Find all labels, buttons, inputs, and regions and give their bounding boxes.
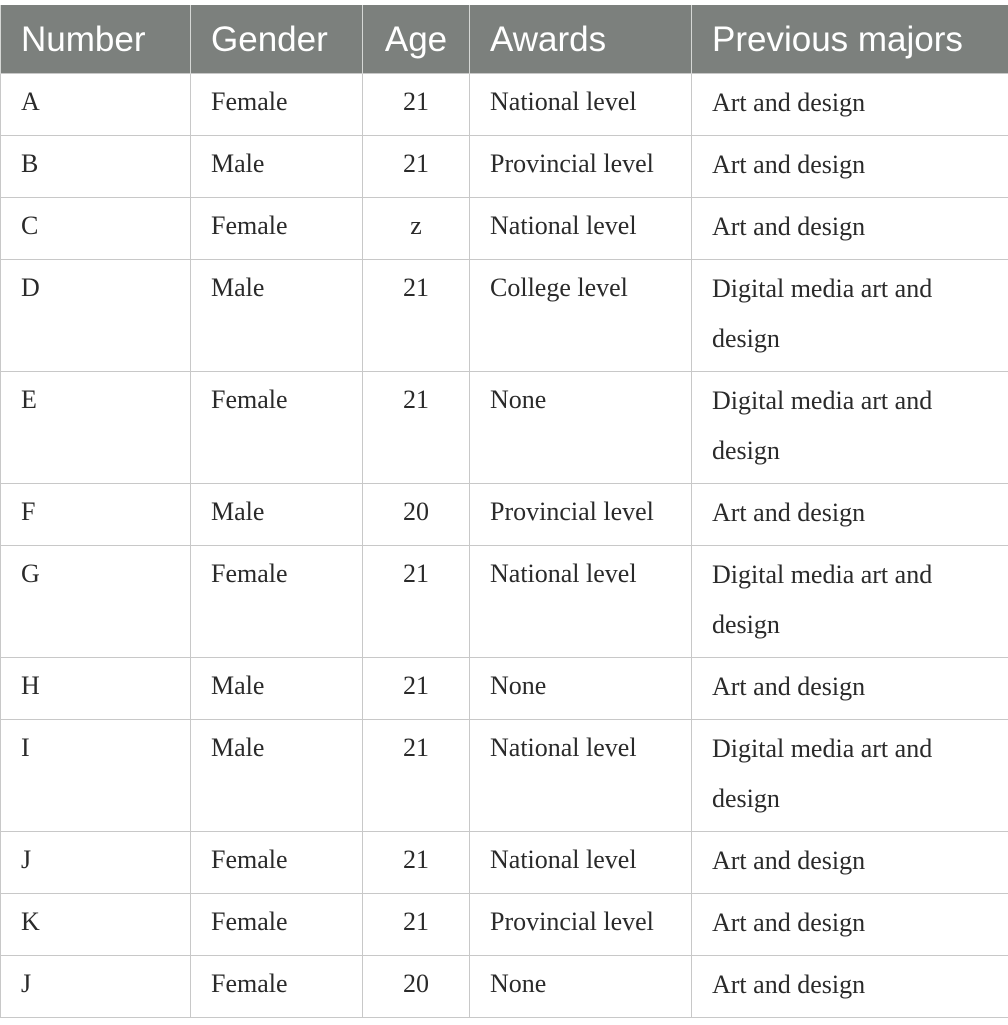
cell-gender: Female — [191, 894, 363, 956]
cell-awards: Provincial level — [470, 136, 692, 198]
cell-age: 21 — [363, 720, 470, 832]
table-row — [1, 484, 1008, 546]
table-row — [1, 546, 1008, 658]
cell-age: 21 — [363, 546, 470, 658]
cell-gender: Male — [191, 136, 363, 198]
cell-previous-majors: Art and design — [692, 136, 1008, 198]
cell-previous-majors: Digital media art and design — [692, 546, 1008, 658]
cell-age: 21 — [363, 260, 470, 372]
cell-previous-majors: Art and design — [692, 74, 1008, 136]
cell-awards: National level — [470, 832, 692, 894]
cell-number: K — [1, 894, 191, 956]
cell-previous-majors: Art and design — [692, 658, 1008, 720]
table-header — [1, 5, 1008, 74]
cell-age: 21 — [363, 372, 470, 484]
table-row — [1, 136, 1008, 198]
cell-number: A — [1, 74, 191, 136]
cell-previous-majors: Art and design — [692, 198, 1008, 260]
cell-gender: Female — [191, 956, 363, 1018]
header-awards: Awards — [470, 5, 692, 74]
cell-previous-majors: Art and design — [692, 894, 1008, 956]
cell-previous-majors: Art and design — [692, 956, 1008, 1018]
cell-previous-majors: Digital media art and design — [692, 720, 1008, 832]
cell-number: J — [1, 956, 191, 1018]
cell-age: z — [363, 198, 470, 260]
cell-awards: National level — [470, 720, 692, 832]
cell-age: 20 — [363, 484, 470, 546]
cell-age: 21 — [363, 832, 470, 894]
cell-awards: National level — [470, 198, 692, 260]
header-row — [1, 5, 1008, 74]
cell-gender: Female — [191, 198, 363, 260]
table-row — [1, 74, 1008, 136]
cell-number: E — [1, 372, 191, 484]
cell-awards: None — [470, 956, 692, 1018]
table-row — [1, 894, 1008, 956]
cell-previous-majors: Art and design — [692, 484, 1008, 546]
cell-age: 21 — [363, 658, 470, 720]
cell-gender: Female — [191, 372, 363, 484]
table-row — [1, 658, 1008, 720]
participants-table — [0, 5, 1008, 1018]
cell-age: 21 — [363, 74, 470, 136]
cell-awards: None — [470, 658, 692, 720]
cell-gender: Male — [191, 484, 363, 546]
header-previous-majors: Previous majors — [692, 5, 1008, 74]
table-row — [1, 832, 1008, 894]
cell-number: H — [1, 658, 191, 720]
cell-age: 21 — [363, 894, 470, 956]
cell-number: J — [1, 832, 191, 894]
cell-number: B — [1, 136, 191, 198]
cell-number: I — [1, 720, 191, 832]
cell-previous-majors: Digital media art and design — [692, 260, 1008, 372]
cell-gender: Male — [191, 658, 363, 720]
cell-awards: Provincial level — [470, 484, 692, 546]
cell-awards: National level — [470, 546, 692, 658]
cell-awards: National level — [470, 74, 692, 136]
table-row — [1, 198, 1008, 260]
cell-gender: Female — [191, 832, 363, 894]
header-age: Age — [363, 5, 470, 74]
cell-number: F — [1, 484, 191, 546]
cell-awards: Provincial level — [470, 894, 692, 956]
cell-gender: Male — [191, 260, 363, 372]
cell-number: G — [1, 546, 191, 658]
cell-age: 21 — [363, 136, 470, 198]
cell-gender: Female — [191, 74, 363, 136]
cell-previous-majors: Digital media art and design — [692, 372, 1008, 484]
cell-gender: Female — [191, 546, 363, 658]
header-gender: Gender — [191, 5, 363, 74]
cell-awards: College level — [470, 260, 692, 372]
header-number: Number — [1, 5, 191, 74]
cell-previous-majors: Art and design — [692, 832, 1008, 894]
cell-gender: Male — [191, 720, 363, 832]
table-body — [1, 74, 1008, 1018]
cell-awards: None — [470, 372, 692, 484]
cell-number: C — [1, 198, 191, 260]
table-row — [1, 260, 1008, 372]
table-row — [1, 720, 1008, 832]
cell-age: 20 — [363, 956, 470, 1018]
table-row — [1, 372, 1008, 484]
table-row — [1, 956, 1008, 1018]
cell-number: D — [1, 260, 191, 372]
